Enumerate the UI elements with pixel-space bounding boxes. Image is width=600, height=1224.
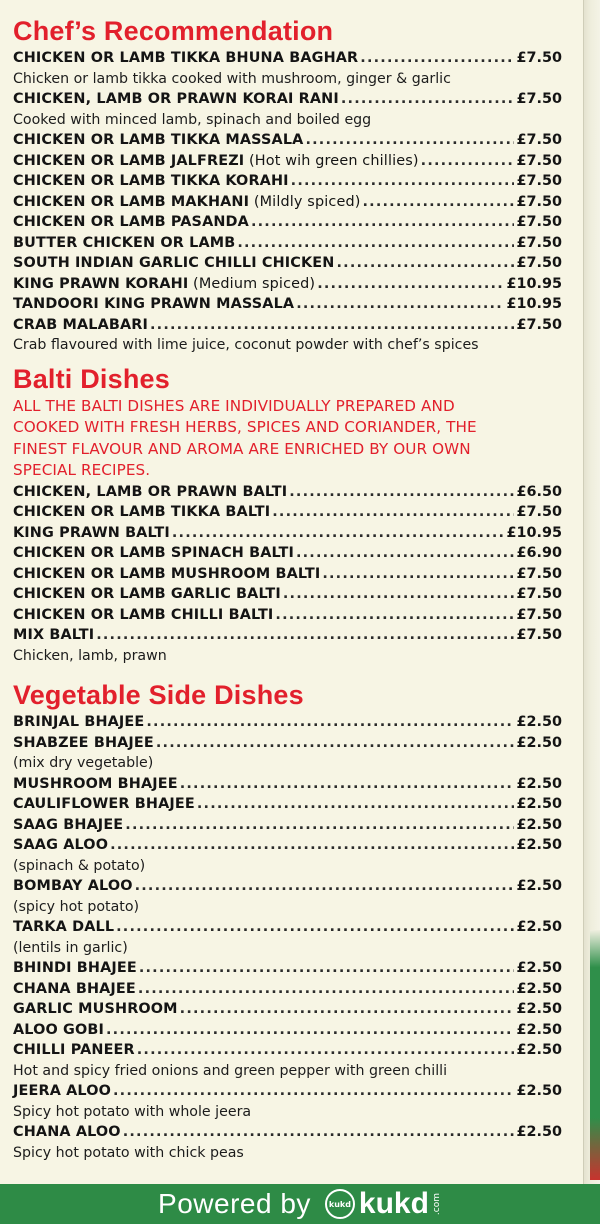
item-name [13,502,270,523]
item-description: (spicy hot potato) [13,898,140,915]
menu-item [13,1081,562,1102]
menu-item [13,876,562,897]
menu-item [13,502,562,523]
dot-leader [336,253,514,274]
section-note: SPECIAL RECIPES. [13,461,151,479]
dot-leader [291,171,515,192]
dot-leader [150,315,514,336]
item-name-text: GARLIC MUSHROOM [13,1001,178,1017]
section-note: FINEST FLAVOUR AND AROMA ARE ENRICHED BY OUR OWN [13,439,471,458]
item-name [13,192,361,213]
item-name [13,212,249,233]
page-edge-stripe [590,930,600,1180]
menu-item [13,233,562,254]
menu-item [13,774,562,795]
item-note: (Hot wih green chillies) [244,152,419,169]
kukd-logo[interactable] [325,1187,442,1221]
dot-leader [421,151,515,172]
item-name [13,584,281,605]
item-name-text: SAAG ALOO [13,837,109,853]
item-name-text: CHICKEN OR LAMB GARLIC BALTI [13,586,281,602]
item-name-text: CHICKEN OR LAMB SPINACH BALTI [13,545,294,561]
item-name-text: CHICKEN OR LAMB TIKKA MASSALA [13,132,304,148]
item-name [13,523,170,544]
item-price: £2.50 [516,980,562,997]
item-price: £2.50 [516,960,562,976]
dot-leader [275,605,514,626]
item-price: £7.50 [516,91,562,107]
dot-leader [283,584,515,605]
item-price: £7.50 [516,627,562,643]
item-price: £2.50 [516,878,562,894]
dot-leader [360,48,514,69]
menu-content [13,14,562,1163]
item-description: (lentils in garlic) [13,939,128,956]
menu-item [13,1040,562,1061]
item-name-text: CAULIFLOWER BHAJEE [13,796,195,812]
item-name-text: MIX BALTI [13,627,95,643]
item-name [13,625,94,646]
menu-item [13,712,562,733]
item-name [13,1040,135,1061]
item-description: Cooked with minced lamb, spinach and boiled egg [13,111,372,128]
item-name [13,1020,104,1041]
dot-leader [96,625,514,646]
item-name [13,835,108,856]
item-price: £7.50 [516,50,562,66]
menu-item [13,584,562,605]
menu-item [13,212,562,233]
item-name-text: CHICKEN OR LAMB TIKKA BALTI [13,504,271,520]
menu-item [13,543,562,564]
section-title: Vegetable Side Dishes [13,680,304,710]
dot-leader [138,979,515,1000]
item-name [13,89,339,110]
item-name [13,171,289,192]
item-name-text: CHICKEN OR LAMB MAKHANI [13,193,250,210]
item-name [13,294,294,315]
menu-item [13,294,562,315]
kukd-logo-text: kukd [358,1187,429,1220]
dot-leader [110,835,514,856]
item-name [13,564,320,585]
menu-item [13,999,562,1020]
item-price: £7.50 [516,214,562,230]
menu-item [13,130,562,151]
dot-leader [272,502,514,523]
dot-leader [197,794,515,815]
item-name-text: CHANA BHAJEE [13,980,136,997]
item-name [13,733,154,754]
item-name-text: JEERA ALOO [13,1083,112,1099]
item-name [13,876,133,897]
item-name-text: CHICKEN, LAMB OR PRAWN BALTI [13,483,288,500]
item-name-text: SAAG BHAJEE [13,816,124,833]
item-price: £10.95 [506,296,562,312]
menu-item [13,958,562,979]
item-price: £2.50 [516,1001,562,1017]
item-name-text: CHICKEN, LAMB OR PRAWN KORAI RANI [13,91,339,107]
item-name [13,482,287,503]
menu-item [13,835,562,856]
item-price: £7.50 [516,606,562,623]
dot-leader [251,212,515,233]
dot-leader [341,89,515,110]
item-name [13,315,148,336]
menu-item [13,979,562,1000]
menu-section [13,14,562,356]
item-name [13,712,144,733]
menu-item [13,523,562,544]
item-name [13,1122,121,1143]
item-price: £2.50 [516,1083,562,1099]
item-price: £7.50 [516,132,562,148]
item-price: £10.95 [506,524,562,541]
item-name [13,774,178,795]
item-name [13,979,136,1000]
item-name-text: MUSHROOM BHAJEE [13,775,178,792]
item-description: Hot and spicy fried onions and green pepper with green chilli [13,1062,448,1079]
menu-item [13,151,562,172]
dot-leader [296,543,515,564]
powered-by-footer[interactable] [0,1184,600,1224]
dot-leader [146,712,514,733]
dot-leader [363,192,515,213]
item-price: £2.50 [516,816,562,833]
powered-by-label: Powered by [158,1188,311,1219]
section-note: COOKED WITH FRESH HERBS, SPICES AND CORIANDER, THE [13,418,477,436]
menu-item [13,1122,562,1143]
item-name-text: CHICKEN OR LAMB CHILLI BALTI [13,606,274,623]
item-name [13,233,235,254]
item-price: £10.95 [506,275,562,292]
item-name-text: BOMBAY ALOO [13,878,133,894]
item-description: (mix dry vegetable) [13,755,154,771]
item-price: £7.50 [516,234,562,251]
dot-leader [125,815,514,836]
item-name-text: SOUTH INDIAN GARLIC CHILLI CHICKEN [13,255,335,271]
item-price: £7.50 [516,173,562,189]
item-price: £2.50 [516,714,562,730]
item-price: £7.50 [516,504,562,520]
item-description: Spicy hot potato with chick peas [13,1144,244,1161]
section-note: ALL THE BALTI DISHES ARE INDIVIDUALLY PREPARED AND [13,396,455,415]
item-name-text: CRAB MALABARI [13,316,149,333]
dot-leader [135,876,515,897]
item-price: £7.50 [516,586,562,602]
item-name-text: TANDOORI KING PRAWN MASSALA [13,296,295,312]
menu-section [13,362,562,667]
menu-item [13,315,562,336]
dot-leader [172,523,505,544]
menu-item [13,253,562,274]
dot-leader [137,1040,515,1061]
item-name-text: KING PRAWN KORAHI [13,275,189,292]
item-price: £2.50 [516,1124,562,1140]
item-price: £2.50 [516,796,562,812]
section-gap [13,666,562,678]
menu-item [13,1020,562,1041]
dot-leader [106,1020,514,1041]
item-name [13,543,294,564]
dot-leader [289,482,514,503]
item-name-text: BHINDI BHAJEE [13,960,137,976]
menu-item [13,171,562,192]
item-name [13,605,273,626]
item-description: Spicy hot potato with whole jeera [13,1103,252,1120]
item-name [13,274,315,295]
item-price: £7.50 [516,565,562,582]
item-name-text: KING PRAWN BALTI [13,524,170,541]
menu-section [13,678,562,1163]
item-price: £7.50 [516,255,562,271]
menu-item [13,794,562,815]
item-name [13,1081,111,1102]
item-name-text: BRINJAL BHAJEE [13,714,145,730]
item-description: Chicken, lamb, prawn [13,647,167,664]
item-price: £6.50 [516,483,562,500]
kukd-logo-suffix: .com [431,1192,442,1216]
dot-leader [139,958,515,979]
item-price: £6.90 [516,545,562,561]
item-name-text: BUTTER CHICKEN OR LAMB [13,234,236,251]
dot-leader [156,733,515,754]
item-name-text: CHICKEN OR LAMB JALFREZI [13,152,245,169]
dot-leader [113,1081,514,1102]
dot-leader [180,774,515,795]
section-title: Chef’s Recommendation [13,16,334,46]
item-description: Chicken or lamb tikka cooked with mushroom, ginger & garlic [13,70,451,87]
item-price: £2.50 [516,837,562,853]
item-name-text: SHABZEE BHAJEE [13,734,154,751]
menu-item [13,192,562,213]
menu-item [13,625,562,646]
section-title: Balti Dishes [13,363,170,394]
dot-leader [180,999,515,1020]
item-note: (Mildly spiced) [249,193,361,210]
dot-leader [317,274,504,295]
menu-item [13,605,562,626]
item-price: £7.50 [516,193,562,210]
item-name [13,253,334,274]
item-name-text: CHILLI PANEER [13,1042,135,1058]
dot-leader [305,130,514,151]
menu-item [13,482,562,503]
item-price: £2.50 [516,775,562,792]
item-name [13,151,419,172]
dot-leader [322,564,514,585]
item-price: £2.50 [516,919,562,935]
item-name-text: CHANA ALOO [13,1124,121,1140]
item-name-text: CHICKEN OR LAMB MUSHROOM BALTI [13,565,321,582]
dot-leader [123,1122,515,1143]
menu-item [13,274,562,295]
item-note: (Medium spiced) [188,275,316,292]
kukd-badge-icon: kukd [325,1189,355,1219]
item-price: £7.50 [516,152,562,169]
item-name [13,48,358,69]
menu-item [13,733,562,754]
menu-item [13,917,562,938]
item-name [13,794,195,815]
item-name [13,958,137,979]
item-description: (spinach & potato) [13,857,146,874]
menu-item [13,89,562,110]
item-name-text: TARKA DALL [13,919,115,935]
item-name-text: CHICKEN OR LAMB TIKKA BHUNA BAGHAR [13,50,359,66]
item-name-text: ALOO GOBI [13,1021,104,1038]
item-name-text: CHICKEN OR LAMB PASANDA [13,214,249,230]
item-price: £7.50 [516,316,562,333]
item-price: £2.50 [516,1021,562,1038]
item-name [13,815,123,836]
dot-leader [237,233,514,254]
item-name [13,130,303,151]
menu-item [13,564,562,585]
item-name-text: CHICKEN OR LAMB TIKKA KORAHI [13,173,289,189]
item-name [13,999,178,1020]
item-name [13,917,114,938]
dot-leader [296,294,504,315]
item-description: Crab flavoured with lime juice, coconut powder with chef’s spices [13,337,479,353]
item-price: £2.50 [516,1042,562,1058]
dot-leader [116,917,514,938]
menu-item [13,815,562,836]
menu-item [13,48,562,69]
item-price: £2.50 [516,734,562,751]
